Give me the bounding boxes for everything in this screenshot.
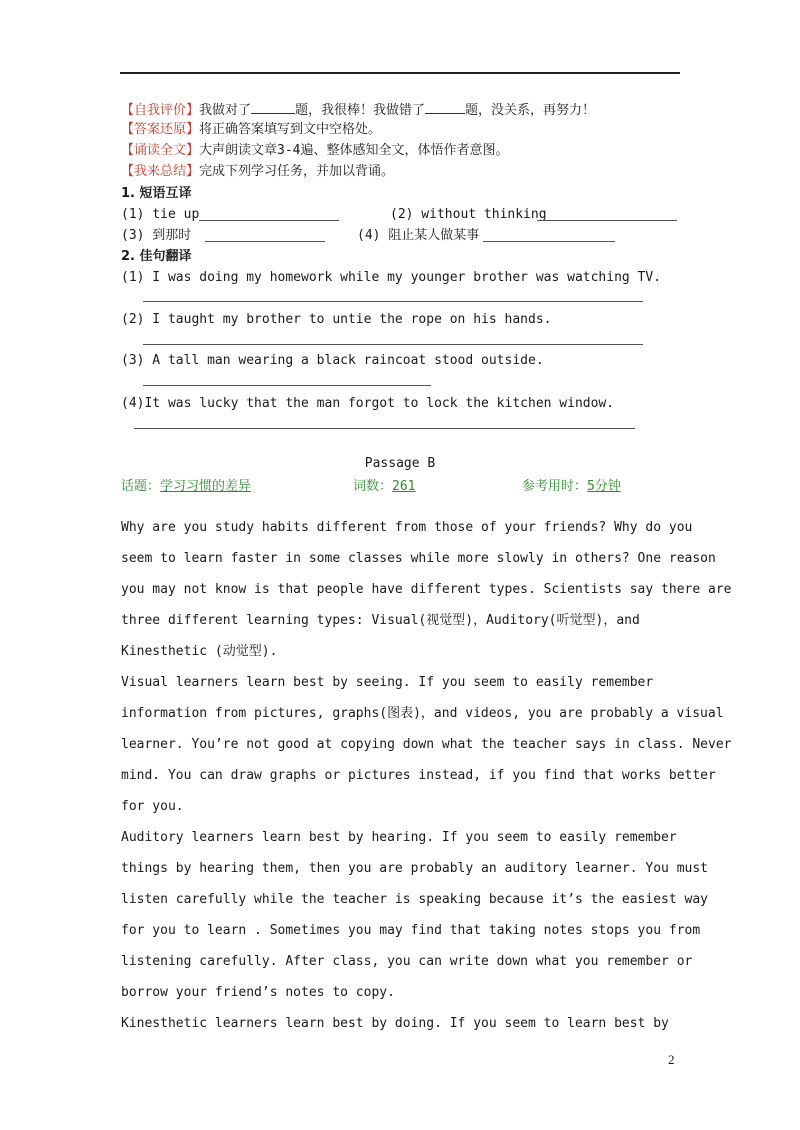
sentence-answer-line-1[interactable] bbox=[143, 301, 643, 302]
sentence-item-2: (2) I taught my brother to untie the rope on his hands. bbox=[121, 312, 552, 327]
sentence-answer-line-3[interactable] bbox=[143, 385, 431, 386]
sentence-answer-line-4[interactable] bbox=[134, 428, 635, 429]
passage-line: you may not know is that people have different types. Scientists say there are bbox=[121, 582, 732, 597]
passage-line: Visual learners learn best by seeing. If you seem to easily remember bbox=[121, 675, 654, 690]
topic-value: 学习习惯的差异 bbox=[160, 479, 252, 494]
read-aloud-line: 【诵读全文】大声朗读文章3-4遍、整体感知全文，体悟作者意图。 bbox=[121, 143, 509, 158]
sentence-answer-line-2[interactable] bbox=[143, 344, 643, 345]
phrase-item-4: (4) 阻止某人做某事 bbox=[357, 228, 480, 243]
passage-line: listen carefully while the teacher is speaking because it’s the easiest way bbox=[121, 892, 708, 907]
reference-time-value: 5分钟 bbox=[587, 479, 621, 494]
answer-restore-line: 【答案还原】将正确答案填写到文中空格处。 bbox=[121, 122, 382, 137]
passage-line: information from pictures, graphs(图表)，and videos, you are probably a visual bbox=[121, 706, 724, 721]
phrase-blank-4[interactable] bbox=[483, 241, 615, 242]
phrase-item-3: (3) 到那时 bbox=[121, 228, 192, 243]
page-number: 2 bbox=[668, 1052, 675, 1067]
phrase-item-1: (1) tie up bbox=[121, 207, 200, 222]
section1-heading: 1. 短语互译 bbox=[121, 186, 192, 201]
sentence-item-4: (4)It was lucky that the man forgot to lock the kitchen window. bbox=[121, 396, 615, 411]
passage-line: for you. bbox=[121, 799, 184, 814]
passage-line: mind. You can draw graphs or pictures instead, if you find that works better bbox=[121, 768, 716, 783]
tag-read-aloud: 【诵读全文】 bbox=[121, 143, 200, 158]
passage-line: for you to learn . Sometimes you may find that taking notes stops you from bbox=[121, 923, 701, 938]
passage-title: Passage B bbox=[364, 456, 436, 471]
passage-line: Auditory learners learn best by hearing. If you seem to easily remember bbox=[121, 830, 677, 845]
phrase-blank-1[interactable] bbox=[199, 220, 339, 221]
passage-line: listening carefully. After class, you can write down what you remember or bbox=[121, 954, 693, 969]
passage-line: three different learning types: Visual(视觉型)，Auditory(听觉型)，and bbox=[121, 613, 640, 628]
tag-self-evaluation: 【自我评价】 bbox=[121, 103, 200, 118]
sentence-item-3: (3) A tall man wearing a black raincoat stood outside. bbox=[121, 353, 544, 368]
passage-line: learner. You’re not good at copying down what the teacher says in class. Never bbox=[121, 737, 732, 752]
passage-line: things by hearing them, then you are probably an auditory learner. You must bbox=[121, 861, 708, 876]
passage-reference-time: 参考用时：5分钟 bbox=[522, 479, 621, 494]
sentence-item-1: (1) I was doing my homework while my younger brother was watching TV. bbox=[121, 270, 662, 285]
word-count-value: 261 bbox=[392, 479, 416, 494]
section2-heading: 2. 佳句翻译 bbox=[121, 249, 192, 264]
passage-line: Kinesthetic learners learn best by doing. If you seem to learn best by bbox=[121, 1016, 669, 1031]
tag-summary: 【我来总结】 bbox=[121, 164, 200, 179]
blank-wrong-count[interactable] bbox=[425, 100, 465, 114]
passage-line: borrow your friend’s notes to copy. bbox=[121, 985, 395, 1000]
passage-topic: 话题：学习习惯的差异 bbox=[121, 479, 252, 494]
phrase-blank-3[interactable] bbox=[205, 241, 325, 242]
phrase-blank-2[interactable] bbox=[537, 220, 677, 221]
blank-correct-count[interactable] bbox=[251, 100, 295, 114]
passage-line: Kinesthetic (动觉型). bbox=[121, 644, 278, 659]
passage-line: seem to learn faster in some classes while more slowly in others? One reason bbox=[121, 551, 716, 566]
top-rule bbox=[120, 72, 680, 74]
passage-line: Why are you study habits different from those of your friends? Why do you bbox=[121, 520, 693, 535]
summary-line: 【我来总结】完成下列学习任务，并加以背诵。 bbox=[121, 164, 395, 179]
self-evaluation-line: 【自我评价】我做对了 题，我很棒！我做错了 题，没关系，再努力！ bbox=[121, 100, 595, 120]
phrase-item-2: (2) without thinking bbox=[390, 207, 547, 222]
passage-word-count: 词数：261 bbox=[353, 479, 416, 494]
tag-answer-restore: 【答案还原】 bbox=[121, 122, 200, 137]
